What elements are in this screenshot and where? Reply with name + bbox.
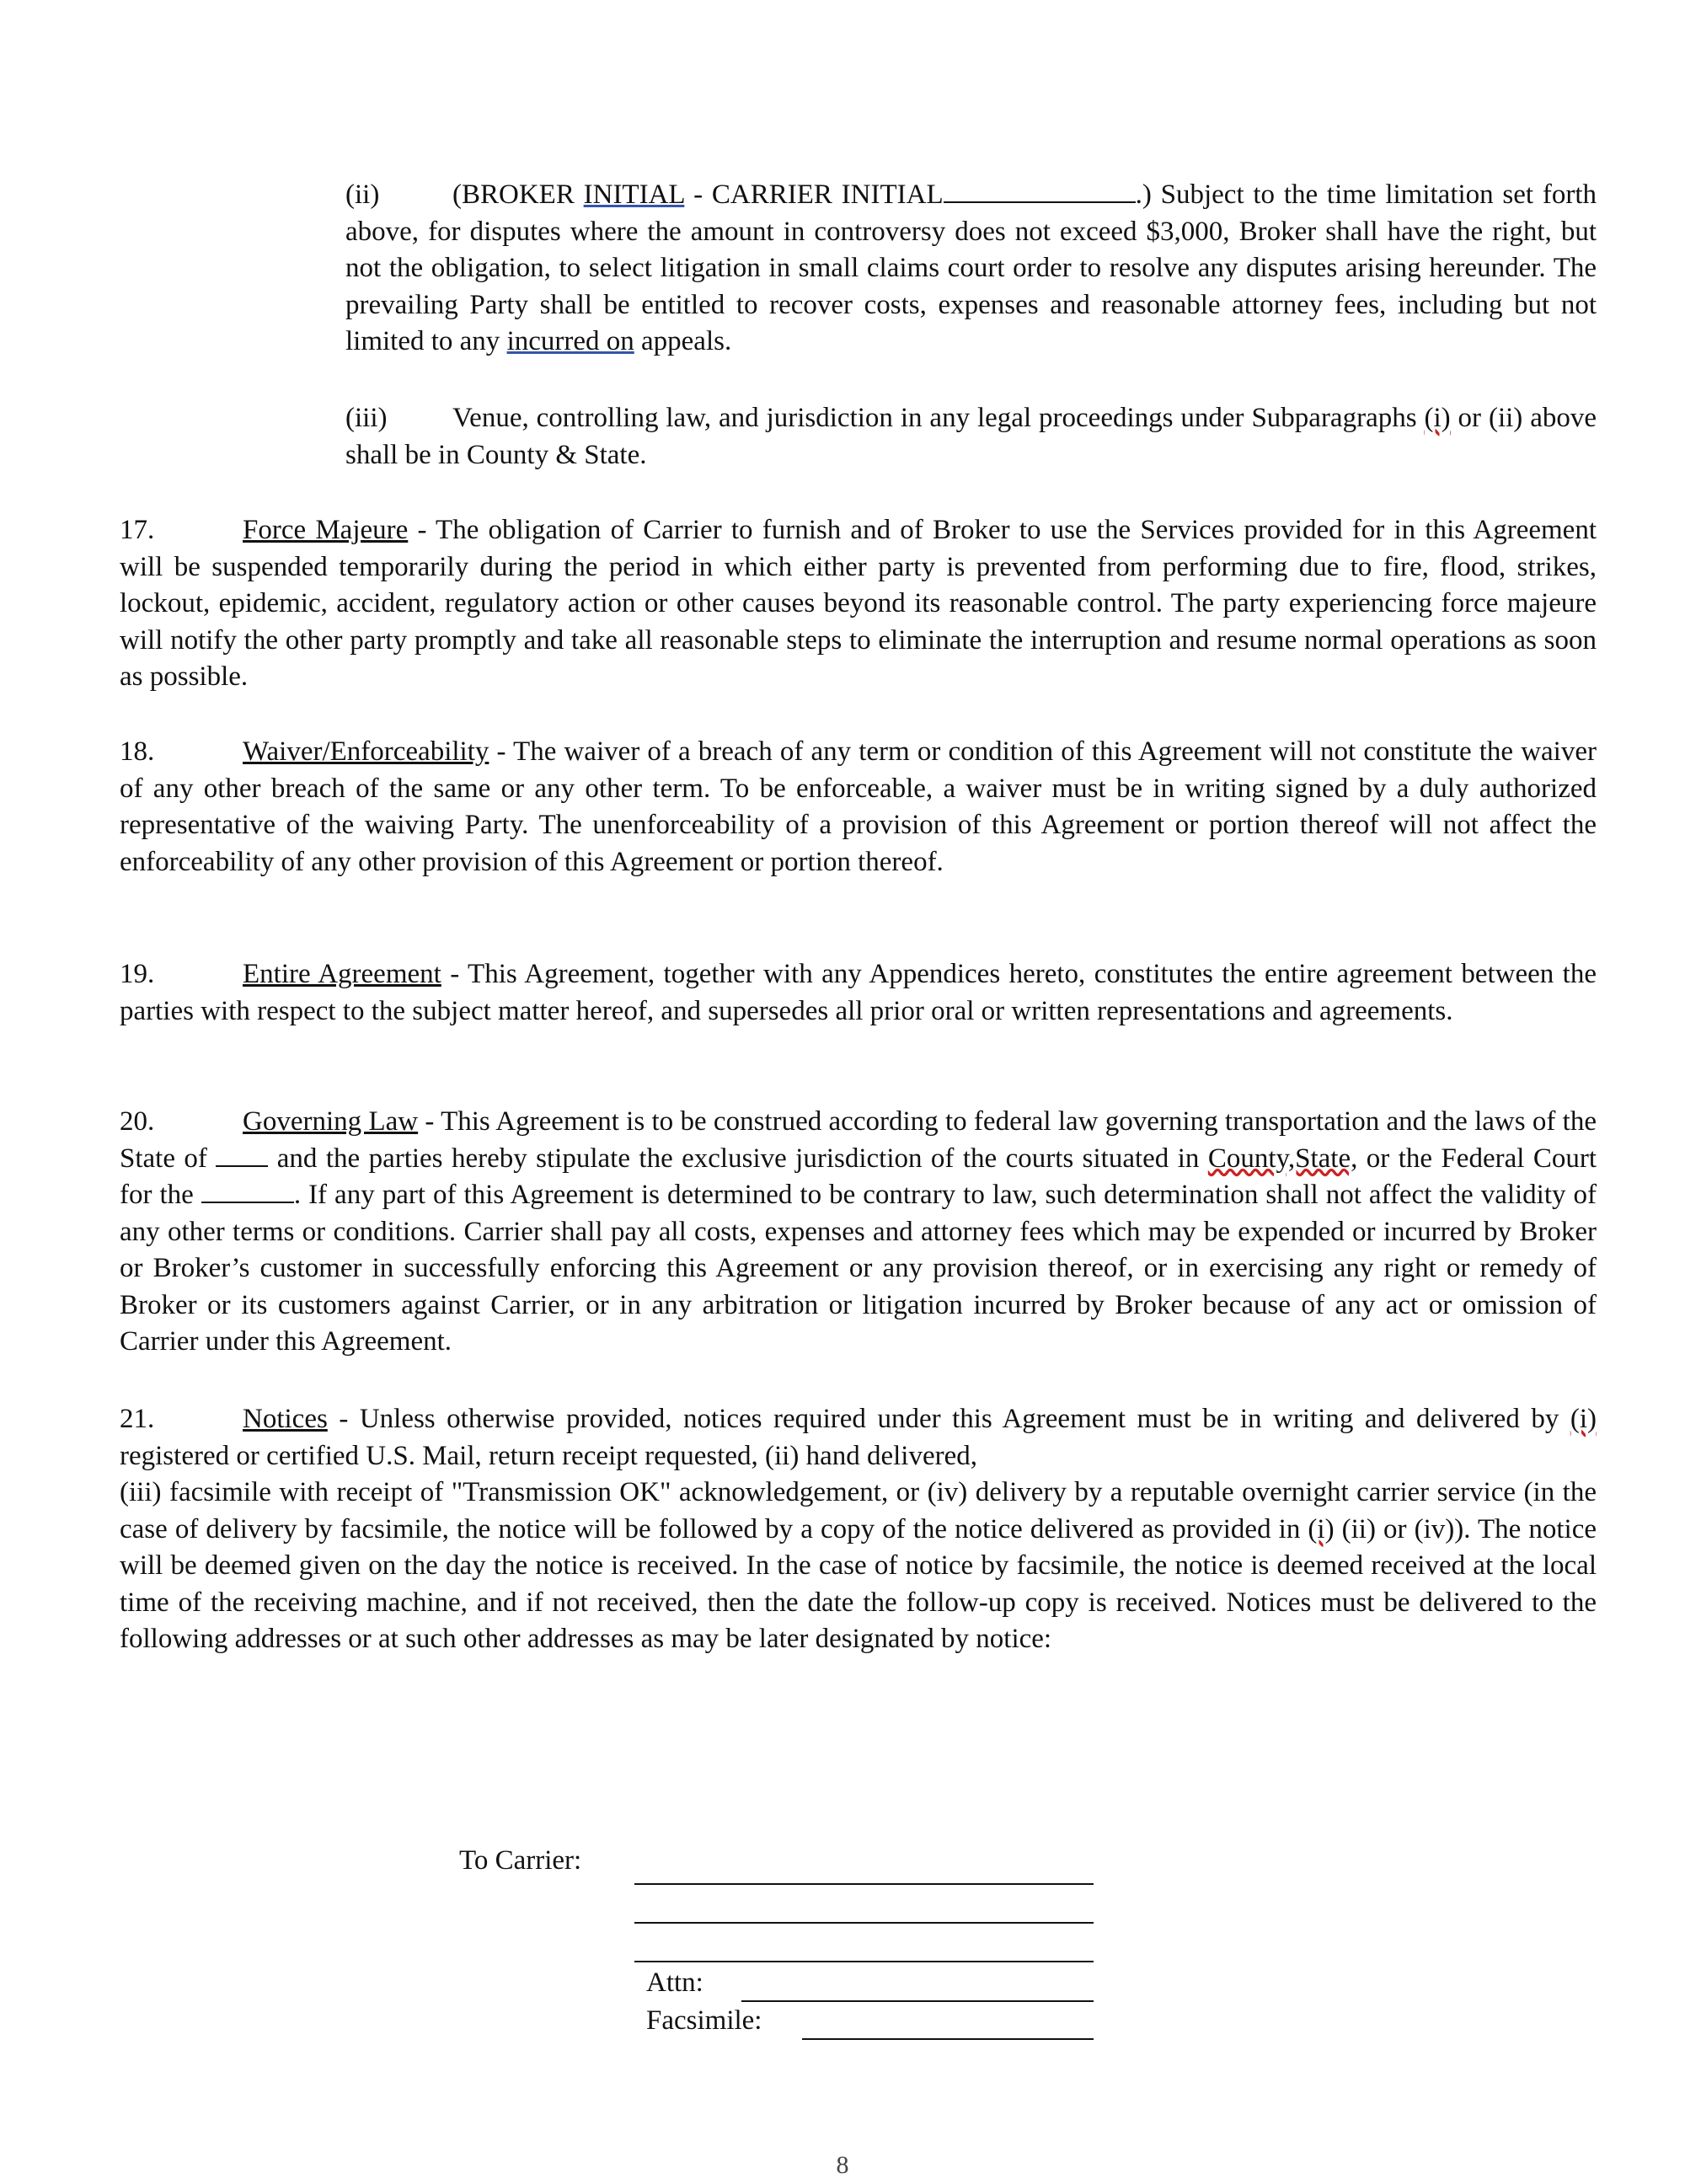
facsimile-line[interactable]	[802, 2038, 1094, 2040]
incurred-on-text: incurred on	[506, 326, 634, 356]
subparagraph-text: .) Subject to the time limitation set forth above, for disputes where the amount in controversy does not exceed $3,000, Broker shall have the right, but not the obligation, to select litigation in small claims court order to resolve any disputes arising hereunder. The prevailing Party shall be entitled to recover costs, expenses and reasonable attorney fees, including but not limited to any	[345, 179, 1597, 356]
section-heading: Waiver/Enforceability	[243, 736, 489, 767]
notice-ref-i: (i)	[1308, 1513, 1335, 1544]
section-text: - The waiver of a breach of any term or condition of this Agreement will not constitute the waiver of any other breach of the same or any other term. To be enforceable, a waiver must be in writing signed by a duly authorized representative of the waiving Party. The unenforceability of a provision of this Agreement or portion thereof will not affect the enforceability of any other provision of this Agreement or portion thereof.	[120, 736, 1597, 877]
section-20	[120, 1104, 1597, 1361]
subparagraph-text: (BROKER	[452, 179, 584, 210]
section-18	[120, 734, 1597, 881]
section-heading: Entire Agreement	[243, 959, 441, 989]
section-text: or the Federal Court for the	[120, 1143, 1597, 1210]
federal-court-blank[interactable]	[201, 1201, 294, 1203]
carrier-address-line-3[interactable]	[634, 1961, 1094, 1962]
section-number: 17.	[120, 515, 155, 545]
section-text: registered or certified U.S. Mail, return receipt requested, (ii) hand delivered,	[120, 1440, 978, 1471]
carrier-initial-blank[interactable]	[944, 201, 1136, 203]
section-number: 21.	[120, 1404, 155, 1434]
subparagraph-text: appeals.	[634, 326, 732, 356]
section-text: . If any part of this Agreement is determined to be contrary to law, such determination shall not affect the validity of any other terms or conditions. Carrier shall pay all costs, expenses and attorney fees which may be expended or incurred by Broker or Broker’s customer in successfully enforcing this Agreement or any provision thereof, or in exercising any right or remedy of Broker or its customers against Carrier, or in any arbitration or litigation incurred by Broker because of any act or omission of Carrier under this Agreement.	[120, 1180, 1597, 1357]
subparagraph-number: (ii)	[345, 179, 380, 210]
subparagraph-ref-i: (i)	[1424, 403, 1451, 433]
state-blank[interactable]	[216, 1164, 268, 1167]
section-17	[120, 512, 1597, 696]
section-text: - The obligation of Carrier to furnish and of Broker to use the Services provided for in this Agreement will be suspended temporarily during the period in which either party is prevented from performing due to fire, flood, strikes, lockout, epidemic, accident, regulatory action or other causes beyond its reasonable control. The party experiencing force majeure will notify the other party promptly and take all reasonable steps to eliminate the interruption and resume normal operations as soon as possible.	[120, 515, 1597, 692]
section-21	[120, 1401, 1597, 1658]
page-number: 8	[836, 2151, 849, 2179]
facsimile-label: Facsimile:	[646, 2005, 762, 2036]
carrier-address-line-2[interactable]	[634, 1922, 1094, 1924]
section-number: 18.	[120, 736, 155, 767]
section-heading: Notices	[243, 1404, 328, 1434]
section-number: 19.	[120, 959, 155, 989]
county-state-text: County,State,	[1207, 1143, 1358, 1174]
subparagraph-text: or (ii) above shall be in County & State.	[345, 403, 1597, 470]
subparagraph-ii	[345, 177, 1597, 361]
section-text: - Unless otherwise provided, notices required under this Agreement must be in writing and delivered by	[327, 1404, 1570, 1434]
section-heading: Governing Law	[243, 1106, 419, 1137]
carrier-notice-form	[459, 1843, 1268, 2053]
attn-label: Attn:	[646, 1967, 703, 1998]
subparagraph-text: Venue, controlling law, and jurisdiction in any legal proceedings under Subparagraphs	[452, 403, 1425, 433]
section-number: 20.	[120, 1106, 155, 1137]
subparagraph-text: - CARRIER INITIAL	[684, 179, 944, 210]
to-carrier-label: To Carrier:	[459, 1845, 582, 1876]
section-19	[120, 956, 1597, 1030]
broker-initial-text: INITIAL	[583, 179, 685, 210]
section-text: and the parties hereby stipulate the exclusive jurisdiction of the courts situated in	[268, 1143, 1208, 1174]
section-text: (iii) facsimile with receipt of "Transmission OK" acknowledgement, or (iv) delivery by a reputable overnight carrier service (in the case of delivery by facsimile, the notice will be followed by a copy of the notice delivered as provided in	[120, 1477, 1597, 1544]
subparagraph-iii	[345, 400, 1597, 474]
subparagraph-number: (iii)	[345, 403, 388, 433]
section-heading: Force Majeure	[243, 515, 409, 545]
section-text: - This Agreement is to be construed according to federal law governing transportation and the laws of the State of	[120, 1106, 1597, 1174]
section-text: (ii) or (iv)). The notice will be deemed given on the day the notice is received. In the case of notice by facsimile, the notice is deemed received at the local time of the receiving machine, and if not received, then the date the follow-up copy is received. Notices must be delivered to the following addresses or at such other addresses as may be later designated by notice:	[120, 1513, 1597, 1654]
attn-line[interactable]	[741, 2000, 1094, 2002]
section-text: - This Agreement, together with any Appendices hereto, constitutes the entire agreement between the parties with respect to the subject matter hereof, and supersedes all prior oral or written representations and agreements.	[120, 959, 1597, 1026]
carrier-address-line-1[interactable]	[634, 1883, 1094, 1885]
notice-ref-i: (i)	[1570, 1404, 1597, 1434]
